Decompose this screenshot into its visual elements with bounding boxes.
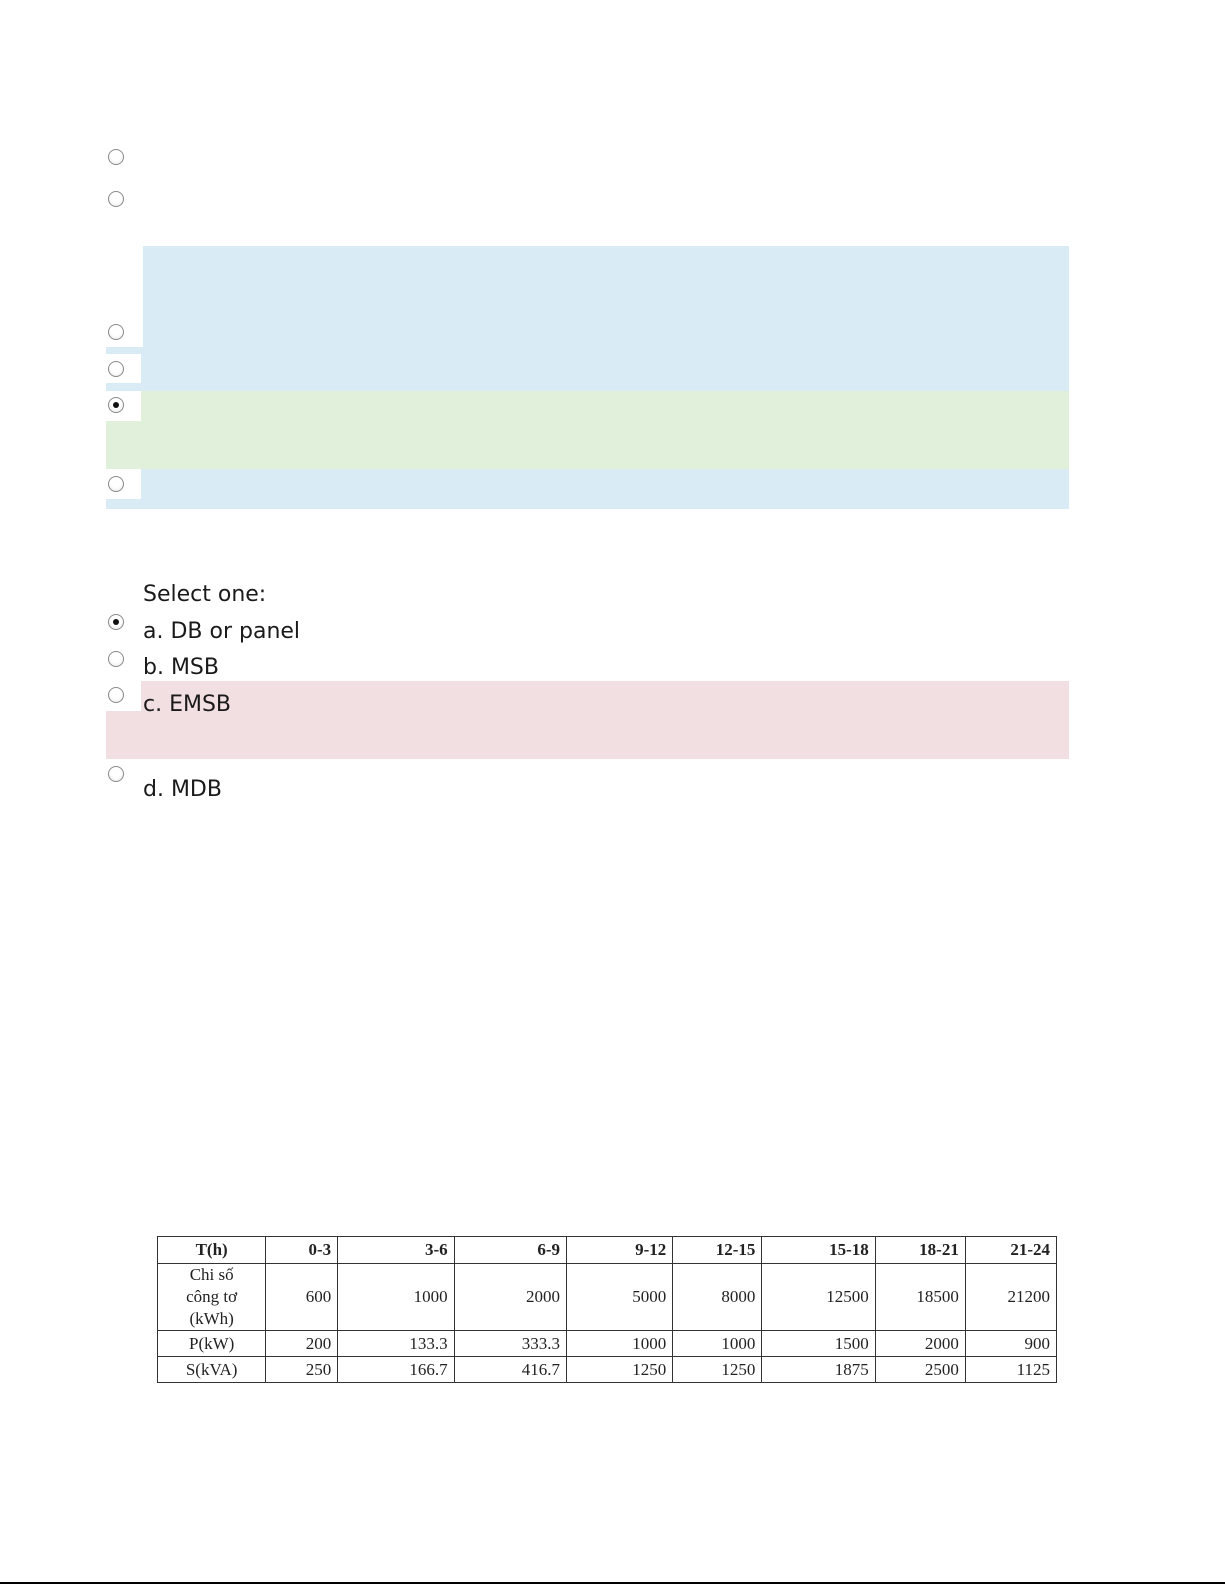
meter-label-line-2: công tơ — [186, 1287, 238, 1306]
table-cell: 600 — [266, 1264, 338, 1331]
q2-option-c-radio[interactable] — [108, 687, 124, 703]
table-cell: 333.3 — [454, 1331, 566, 1357]
table-cell: 1875 — [762, 1357, 875, 1383]
table-cell: 21200 — [965, 1264, 1056, 1331]
table-header-cell: 15-18 — [762, 1237, 875, 1264]
table-cell: 1500 — [762, 1331, 875, 1357]
table-header-cell: 6-9 — [454, 1237, 566, 1264]
table-cell: 2500 — [875, 1357, 965, 1383]
table-cell: 2000 — [454, 1264, 566, 1331]
table-header-cell: T(h) — [158, 1237, 266, 1264]
table-header-cell: 0-3 — [266, 1237, 338, 1264]
table-header-cell: 12-15 — [673, 1237, 762, 1264]
q1-option-radio-2[interactable] — [108, 191, 124, 207]
table-cell: 250 — [266, 1357, 338, 1383]
q1-option-radio-3[interactable] — [108, 324, 124, 340]
q2-option-b-label[interactable]: b. MSB — [143, 655, 219, 680]
table-cell: 1000 — [338, 1264, 454, 1331]
meter-label-line-1: Chi số — [189, 1265, 234, 1284]
table-cell: 133.3 — [338, 1331, 454, 1357]
q1-option-radio-5[interactable] — [108, 397, 124, 413]
table-header-row — [158, 1237, 1057, 1264]
table-row-apparent-power — [158, 1357, 1057, 1383]
table-row-label: P(kW) — [158, 1331, 266, 1357]
table-header-cell: 3-6 — [338, 1237, 454, 1264]
table-cell: 900 — [965, 1331, 1056, 1357]
table-cell: 1000 — [566, 1331, 672, 1357]
table-row-label — [158, 1264, 266, 1331]
q1-option-radio-4[interactable] — [108, 361, 124, 377]
table-cell: 2000 — [875, 1331, 965, 1357]
q1-answer-band-6 — [106, 469, 1069, 509]
table-cell: 416.7 — [454, 1357, 566, 1383]
table-row-label: S(kVA) — [158, 1357, 266, 1383]
q2-option-c-label[interactable]: c. EMSB — [143, 692, 232, 717]
table-cell: 1250 — [673, 1357, 762, 1383]
table-header-cell: 9-12 — [566, 1237, 672, 1264]
table-cell: 1000 — [673, 1331, 762, 1357]
q1-feedback-block — [143, 246, 1069, 391]
table-cell: 166.7 — [338, 1357, 454, 1383]
table-header-cell: 21-24 — [965, 1237, 1056, 1264]
load-table — [157, 1236, 1057, 1383]
table-row-power — [158, 1331, 1057, 1357]
table-cell: 5000 — [566, 1264, 672, 1331]
q2-option-d-radio[interactable] — [108, 766, 124, 782]
table-cell: 200 — [266, 1331, 338, 1357]
q1-correct-answer-band — [106, 391, 1069, 469]
q2-option-b-radio[interactable] — [108, 651, 124, 667]
table-cell: 1250 — [566, 1357, 672, 1383]
q2-option-d-label[interactable]: d. MDB — [143, 777, 222, 802]
q2-option-a-label[interactable]: a. DB or panel — [143, 619, 301, 644]
table-cell: 12500 — [762, 1264, 875, 1331]
table-cell: 8000 — [673, 1264, 762, 1331]
table-cell: 18500 — [875, 1264, 965, 1331]
q1-option-radio-6[interactable] — [108, 476, 124, 492]
table-cell: 1125 — [965, 1357, 1056, 1383]
table-header-cell: 18-21 — [875, 1237, 965, 1264]
page-bottom-rule — [0, 1582, 1225, 1584]
q2-option-a-radio[interactable] — [108, 614, 124, 630]
q1-option-radio-1[interactable] — [108, 149, 124, 165]
q2-select-one-prompt: Select one: — [143, 582, 267, 607]
meter-label-line-3: (kWh) — [189, 1309, 234, 1328]
q2-incorrect-band — [106, 681, 1069, 759]
table-row-meter — [158, 1264, 1057, 1331]
